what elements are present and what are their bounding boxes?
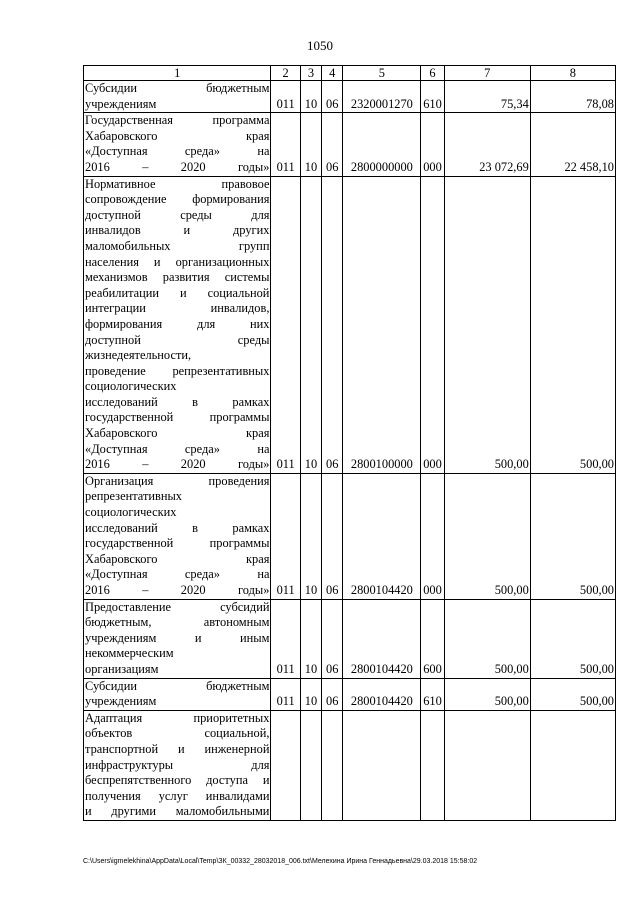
subsection-cell: 06 xyxy=(322,473,343,599)
section-cell: 10 xyxy=(300,113,321,176)
amount-year1-cell: 23 072,69 xyxy=(444,113,530,176)
description-line: механизмов развития системы xyxy=(85,270,270,285)
subsection-cell: 06 xyxy=(322,176,343,473)
row-description xyxy=(84,113,271,176)
column-header: 8 xyxy=(530,66,615,81)
admin-code-cell: 011 xyxy=(271,473,300,599)
table-body xyxy=(84,81,616,821)
section-cell xyxy=(300,710,321,820)
description-line: исследований в рамках xyxy=(85,520,270,535)
amount-year1-cell: 75,34 xyxy=(444,81,530,113)
section-cell: 10 xyxy=(300,473,321,599)
row-description xyxy=(84,176,271,473)
target-article-cell: 2800100000 xyxy=(343,176,421,473)
description-line: беспрепятственного доступа и xyxy=(85,773,270,788)
amount-year2-cell: 500,00 xyxy=(530,599,615,678)
admin-code-cell: 011 xyxy=(271,599,300,678)
description-line: инфраструктуры для xyxy=(85,757,270,772)
row-description xyxy=(84,710,271,820)
amount-year2-cell: 500,00 xyxy=(530,176,615,473)
description-line: Субсидии бюджетным xyxy=(85,81,270,95)
description-line: получения услуг инвалидами xyxy=(85,788,270,803)
table-row xyxy=(84,473,616,599)
row-description xyxy=(84,473,271,599)
amount-year1-cell xyxy=(444,710,530,820)
column-header: 5 xyxy=(343,66,421,81)
subsection-cell: 06 xyxy=(322,678,343,710)
description-line: проведение репрезентативных xyxy=(85,363,270,378)
amount-year2-cell xyxy=(530,710,615,820)
description-line: учреждениям xyxy=(85,694,157,709)
subsection-cell: 06 xyxy=(322,599,343,678)
target-article-cell: 2800000000 xyxy=(343,113,421,176)
target-article-cell: 2320001270 xyxy=(343,81,421,113)
table-row xyxy=(84,678,616,710)
section-cell: 10 xyxy=(300,176,321,473)
expense-type-cell xyxy=(421,710,444,820)
amount-year1-cell: 500,00 xyxy=(444,473,530,599)
admin-code-cell xyxy=(271,710,300,820)
description-line: государственной программы xyxy=(85,410,270,425)
amount-year2-cell: 500,00 xyxy=(530,678,615,710)
column-header: 6 xyxy=(421,66,444,81)
description-line: «Доступная среда» на xyxy=(85,144,270,159)
row-description xyxy=(84,81,271,113)
description-line: Хабаровского края xyxy=(85,426,270,441)
description-line: и другими маломобильными xyxy=(85,804,270,819)
description-line: доступной среды для xyxy=(85,207,270,222)
admin-code-cell: 011 xyxy=(271,176,300,473)
column-header: 2 xyxy=(271,66,300,81)
description-line: доступной среды xyxy=(85,332,270,347)
table-row xyxy=(84,113,616,176)
description-line: социологических xyxy=(85,379,177,394)
description-line: формирования для них xyxy=(85,316,270,331)
section-cell: 10 xyxy=(300,678,321,710)
section-cell: 10 xyxy=(300,81,321,113)
column-header: 3 xyxy=(300,66,321,81)
description-line: интеграции инвалидов, xyxy=(85,301,270,316)
page-number: 1050 xyxy=(307,38,333,53)
description-line: репрезентативных xyxy=(85,489,182,504)
description-line: социологических xyxy=(85,505,177,520)
expense-type-cell: 000 xyxy=(421,176,444,473)
column-header: 4 xyxy=(322,66,343,81)
description-line: исследований в рамках xyxy=(85,394,270,409)
description-line: инвалидов и других xyxy=(85,223,270,238)
admin-code-cell: 011 xyxy=(271,113,300,176)
file-path-footer: C:\Users\igmelekhina\AppData\Local\Temp\ЗК_00332_28032018_006.txt\Мелехина Ирина Геннадьевна\29.03.2018 15:58:02 xyxy=(83,858,478,865)
admin-code-cell: 011 xyxy=(271,81,300,113)
description-line: Предоставление субсидий xyxy=(85,599,270,614)
description-line: Нормативное правовое xyxy=(85,176,270,191)
row-description xyxy=(84,678,271,710)
target-article-cell: 2800104420 xyxy=(343,678,421,710)
budget-table xyxy=(83,65,616,821)
description-line: учреждениям xyxy=(85,96,157,111)
expense-type-cell: 000 xyxy=(421,113,444,176)
amount-year1-cell: 500,00 xyxy=(444,599,530,678)
description-line: реабилитации и социальной xyxy=(85,285,270,300)
amount-year2-cell: 500,00 xyxy=(530,473,615,599)
column-header: 7 xyxy=(444,66,530,81)
description-line: 2016 – 2020 годы» xyxy=(85,583,270,597)
description-line: «Доступная среда» на xyxy=(85,441,270,456)
expense-type-cell: 610 xyxy=(421,678,444,710)
subsection-cell: 06 xyxy=(322,81,343,113)
amount-year2-cell: 22 458,10 xyxy=(530,113,615,176)
description-line: объектов социальной, xyxy=(85,726,270,741)
amount-year1-cell: 500,00 xyxy=(444,176,530,473)
expense-type-cell: 600 xyxy=(421,599,444,678)
description-line: Организация проведения xyxy=(85,473,270,488)
description-line: организациям xyxy=(85,661,159,676)
description-line: Хабаровского края xyxy=(85,551,270,566)
description-line: сопровождение формирования xyxy=(85,192,270,207)
description-line: 2016 – 2020 годы» xyxy=(85,159,270,174)
target-article-cell: 2800104420 xyxy=(343,473,421,599)
column-header: 1 xyxy=(84,66,271,81)
table-row xyxy=(84,176,616,473)
description-line: Субсидии бюджетным xyxy=(85,678,270,693)
expense-type-cell: 000 xyxy=(421,473,444,599)
description-line: маломобильных групп xyxy=(85,238,270,253)
description-line: некоммерческим xyxy=(85,646,174,661)
description-line: 2016 – 2020 годы» xyxy=(85,457,270,472)
subsection-cell xyxy=(322,710,343,820)
target-article-cell xyxy=(343,710,421,820)
section-cell: 10 xyxy=(300,599,321,678)
description-line: жизнедеятельности, xyxy=(85,348,192,363)
description-line: Государственная программа xyxy=(85,113,270,128)
amount-year1-cell: 500,00 xyxy=(444,678,530,710)
table-header-row xyxy=(84,66,616,81)
description-line: учреждениям и иным xyxy=(85,630,270,645)
description-line: населения и организационных xyxy=(85,254,270,269)
table-row xyxy=(84,710,616,820)
amount-year2-cell: 78,08 xyxy=(530,81,615,113)
description-line: Адаптация приоритетных xyxy=(85,710,270,725)
table-row xyxy=(84,81,616,113)
subsection-cell: 06 xyxy=(322,113,343,176)
description-line: государственной программы xyxy=(85,536,270,551)
row-description xyxy=(84,599,271,678)
table-row xyxy=(84,599,616,678)
expense-type-cell: 610 xyxy=(421,81,444,113)
target-article-cell: 2800104420 xyxy=(343,599,421,678)
description-line: бюджетным, автономным xyxy=(85,615,270,630)
admin-code-cell: 011 xyxy=(271,678,300,710)
description-line: Хабаровского края xyxy=(85,128,270,143)
description-line: транспортной и инженерной xyxy=(85,741,270,756)
description-line: «Доступная среда» на xyxy=(85,567,270,582)
